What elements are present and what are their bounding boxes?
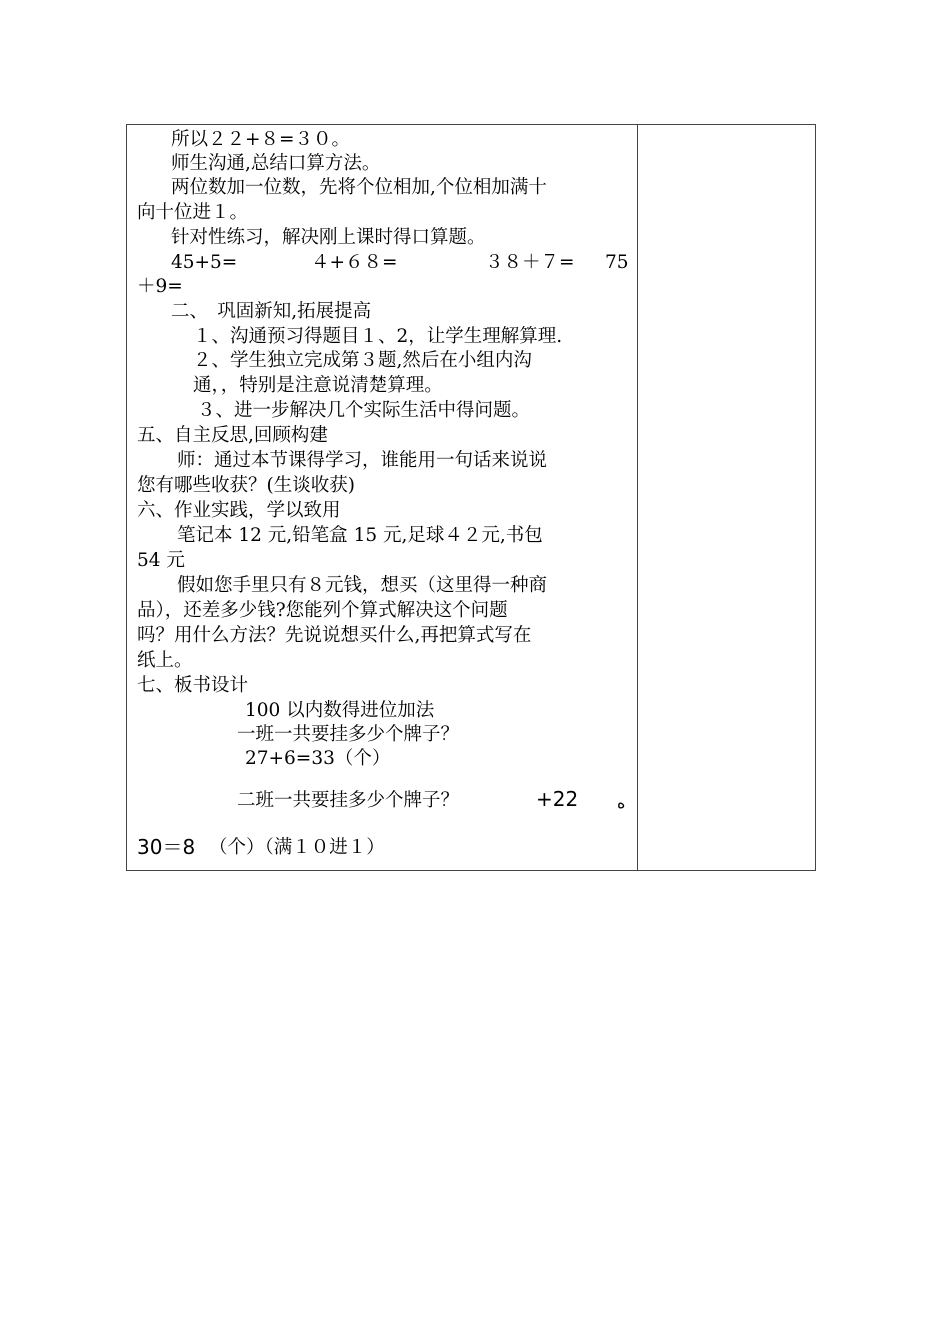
text-line: 纸上。 <box>137 650 193 671</box>
section-heading: 七、板书设计 <box>137 675 249 696</box>
text-line: 假如您手里只有８元钱，想买（这里得一种商 <box>177 575 548 596</box>
exercise-item: ４+６８= <box>311 252 398 273</box>
text-line: １、沟通预习得题目１、2，让学生理解算理. <box>193 326 563 347</box>
board-line: 27+6=33（个） <box>245 748 391 769</box>
board-line: （个）（满１０进１） <box>209 837 385 858</box>
text-line: 针对性练习，解决刚上课时得口算题。 <box>171 227 486 248</box>
text-line: 两位数加一位数，先将个位相加,个位相加满十 <box>171 177 547 198</box>
board-title: 100 以内数得进位加法 <box>245 700 435 721</box>
text-line: 品），还差多少钱?您能列个算式解决这个问题 <box>137 600 508 621</box>
text-line: 师：通过本节课得学习，谁能用一句话来说说 <box>177 450 548 471</box>
exercise-item: 75 <box>605 252 629 273</box>
board-line: +22 <box>536 787 579 811</box>
text-line: 54 元 <box>137 550 185 571</box>
text-line: 您有哪些收获？(生谈收获) <box>137 475 355 496</box>
board-line: 二班一共要挂多少个牌子？ <box>237 790 460 811</box>
exercise-item: ３８＋７= <box>485 252 575 273</box>
board-line: 一班一共要挂多少个牌子？ <box>237 724 460 745</box>
board-line: 30＝8 <box>137 835 196 859</box>
section-heading: 二、 巩固新知,拓展提高 <box>171 301 372 322</box>
section-heading: 五、自主反思,回顾构建 <box>137 425 328 446</box>
text-line: 向十位进１。 <box>137 202 249 223</box>
column-divider <box>637 125 638 870</box>
text-line: 吗？用什么方法？先说说想买什么,再把算式写在 <box>137 625 532 646</box>
text-line: ２、学生独立完成第３题,然后在小组内沟 <box>193 350 532 371</box>
section-heading: 六、作业实践，学以致用 <box>137 500 341 521</box>
text-line: 笔记本 12 元,铅笔盒 15 元,足球４２元,书包 <box>177 525 543 546</box>
text-line: 师生沟通,总结口算方法。 <box>171 153 381 174</box>
exercise-item: ＋9= <box>137 276 183 297</box>
text-line: 通，，特别是注意说清楚算理。 <box>193 375 443 396</box>
exercise-item: 45+5= <box>171 252 238 273</box>
text-line: 所以２２+８=３０。 <box>171 129 351 150</box>
lesson-plan-table <box>126 124 816 871</box>
text-line: ３、进一步解决几个实际生活中得问题。 <box>197 400 531 421</box>
board-symbol: ه <box>617 793 626 812</box>
